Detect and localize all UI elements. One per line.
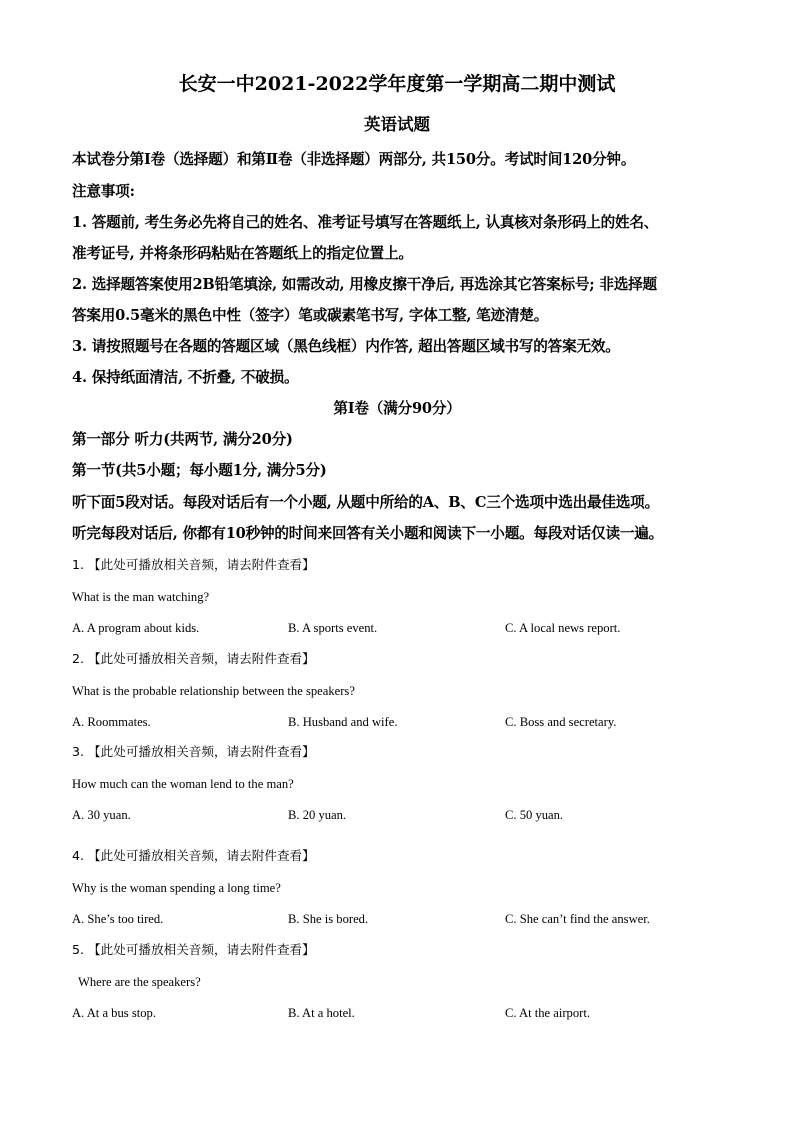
question-5-header: [72, 944, 315, 957]
audio-link[interactable]: 【此处可播放相关音频，请去附件查看】: [88, 651, 315, 666]
question-4-option-a: A. She’s too tired.: [72, 912, 164, 926]
question-5-option-a: A. At a bus stop.: [72, 1006, 156, 1020]
question-2-prompt: What is the probable relationship between the speakers?: [72, 684, 355, 698]
question-2-option-a: A. Roommates.: [72, 715, 151, 729]
notice-item-3: 3. 请按照题号在各题的答题区域（黑色线框）内作答, 超出答题区域书写的答案无效。: [72, 338, 620, 355]
listening-instructions-a: 听下面5段对话。每段对话后有一个小题, 从题中所给的A、B、C三个选项中选出最佳选项。: [72, 494, 659, 511]
section-heading: 第一节(共5小题；每小题1分, 满分5分): [72, 462, 327, 479]
question-1-header: [72, 559, 315, 572]
question-number: 4.: [72, 848, 85, 863]
question-1-prompt: What is the man watching?: [72, 590, 210, 604]
part-heading: 第一部分 听力(共两节, 满分20分): [72, 431, 293, 448]
audio-link[interactable]: 【此处可播放相关音频，请去附件查看】: [88, 557, 315, 572]
notice-item-1a: 1. 答题前, 考生务必先将自己的姓名、准考证号填写在答题纸上, 认真核对条形码上的姓名、: [72, 214, 659, 231]
question-2-option-b: B. Husband and wife.: [288, 715, 398, 729]
volume-heading: 第Ⅰ卷（满分90分）: [333, 400, 461, 417]
question-2-header: [72, 653, 315, 666]
question-5-prompt: Where are the speakers?: [78, 975, 201, 989]
page-subtitle: 英语试题: [364, 115, 430, 134]
question-number: 2.: [72, 651, 85, 666]
question-4-option-b: B. She is bored.: [288, 912, 369, 926]
notice-item-2b: 答案用0.5毫米的黑色中性（签字）笔或碳素笔书写, 字体工整, 笔迹清楚。: [72, 307, 549, 324]
question-3-option-c: C. 50 yuan.: [505, 808, 564, 822]
notice-item-4: 4. 保持纸面清洁, 不折叠, 不破损。: [72, 369, 299, 386]
question-number: 3.: [72, 744, 85, 759]
question-number: 1.: [72, 557, 85, 572]
audio-link[interactable]: 【此处可播放相关音频，请去附件查看】: [88, 744, 315, 759]
question-3-prompt: How much can the woman lend to the man?: [72, 777, 294, 791]
listening-instructions-b: 听完每段对话后, 你都有10秒钟的时间来回答有关小题和阅读下一小题。每段对话仅读一遍。: [72, 525, 664, 542]
notice-item-1b: 准考证号, 并将条形码粘贴在答题纸上的指定位置上。: [72, 245, 413, 262]
question-3-header: [72, 746, 315, 759]
question-4-header: [72, 850, 315, 863]
question-3-option-b: B. 20 yuan.: [288, 808, 347, 822]
page-title: 长安一中2021-2022学年度第一学期高二期中测试: [178, 73, 616, 95]
question-5-option-c: C. At the airport.: [505, 1006, 590, 1020]
question-3-option-a: A. 30 yuan.: [72, 808, 131, 822]
notice-heading: 注意事项:: [72, 183, 135, 200]
question-number: 5.: [72, 942, 85, 957]
question-1-option-a: A. A program about kids.: [72, 621, 200, 635]
question-5-option-b: B. At a hotel.: [288, 1006, 355, 1020]
question-2-option-c: C. Boss and secretary.: [505, 715, 617, 729]
question-4-prompt: Why is the woman spending a long time?: [72, 881, 281, 895]
intro-line: 本试卷分第Ⅰ卷（选择题）和第Ⅱ卷（非选择题）两部分, 共150分。考试时间120分钟。: [72, 151, 636, 168]
question-4-option-c: C. She can’t find the answer.: [505, 912, 650, 926]
audio-link[interactable]: 【此处可播放相关音频，请去附件查看】: [88, 942, 315, 957]
audio-link[interactable]: 【此处可播放相关音频，请去附件查看】: [88, 848, 315, 863]
question-1-option-c: C. A local news report.: [505, 621, 621, 635]
question-1-option-b: B. A sports event.: [288, 621, 378, 635]
notice-item-2a: 2. 选择题答案使用2B铅笔填涂, 如需改动, 用橡皮擦干净后, 再选涂其它答案标号; 非选择题: [72, 276, 657, 293]
